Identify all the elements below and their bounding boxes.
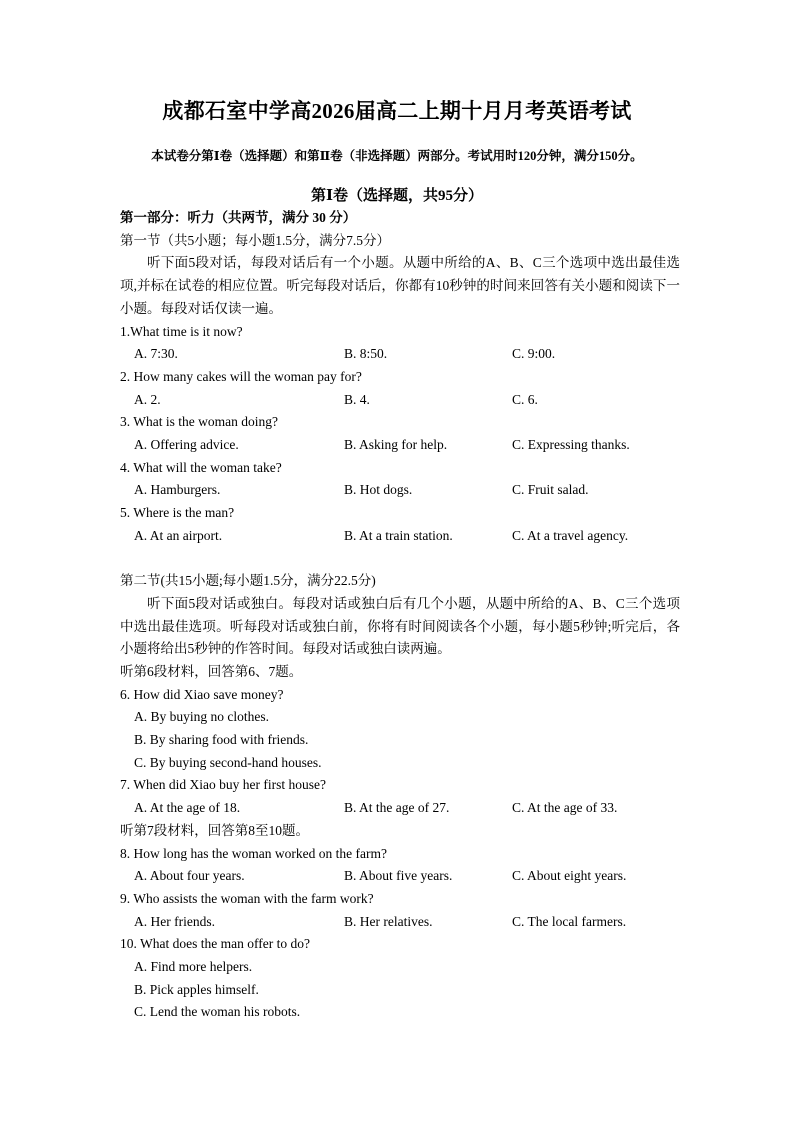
option-b: B. At the age of 27. [344, 800, 450, 816]
option-a: A. At the age of 18. [134, 800, 241, 816]
option-c: C. The local farmers. [512, 913, 627, 929]
option-c: C. At the age of 33. [512, 800, 618, 816]
option-b: B. Hot dogs. [344, 482, 413, 498]
material-7-note: 听第7段材料，回答第8至10题。 [120, 822, 309, 838]
option-a: A. Hamburgers. [134, 482, 221, 498]
option-c: C. About eight years. [512, 868, 627, 884]
question-4: 4. What will the woman take? [120, 459, 282, 475]
option-a: A. 2. [134, 391, 161, 407]
question-1: 1.What time is it now? [120, 323, 243, 339]
question-1-options [120, 343, 680, 366]
question-7: 7. When did Xiao buy her first house? [120, 777, 326, 793]
option-c: C. 9:00. [512, 346, 556, 362]
exam-title: 成都石室中学高2026届高二上期十月月考英语考试 [162, 99, 632, 123]
option-b: B. Her relatives. [344, 913, 433, 929]
volume-heading: 第Ⅰ卷（选择题，共95分） [310, 188, 484, 204]
part1-heading: 第一部分：听力（共两节，满分 30 分） [120, 210, 357, 225]
question-5-options [120, 525, 680, 548]
option-c: C. Lend the woman his robots. [134, 1004, 301, 1020]
section1-heading: 第一节（共5小题；每小题1.5分，满分7.5分） [120, 232, 390, 248]
option-b: B. Pick apples himself. [134, 981, 259, 997]
section2-heading: 第二节(共15小题;每小题1.5分，满分22.5分) [120, 573, 376, 589]
section1-instructions: 听下面5段对话，每段对话后有一个小题。从题中所给的A、B、C三个选项中选出最佳选项,并标在试卷的相应位置。听完每段对话后，你都有10秒钟的时间来回答有关小题和阅读下一小题。每段对话仅读一遍。 [120, 255, 680, 316]
material-6-note: 听第6段材料，回答第6、7题。 [120, 663, 303, 679]
question-7-options [120, 797, 680, 820]
option-b: B. 8:50. [344, 346, 388, 362]
question-10: 10. What does the man offer to do? [120, 936, 310, 952]
question-5: 5. Where is the man? [120, 505, 235, 521]
question-2-options [120, 389, 680, 412]
option-a: A. By buying no clothes. [134, 709, 269, 725]
question-3: 3. What is the woman doing? [120, 414, 278, 430]
option-c: C. Expressing thanks. [512, 437, 630, 452]
exam-subtitle: 本试卷分第Ⅰ卷（选择题）和第Ⅱ卷（非选择题）两部分。考试用时120分钟，满分150分。 [151, 149, 643, 163]
option-b: B. About five years. [344, 868, 453, 884]
section2-instructions: 听下面5段对话或独白。每段对话或独白后有几个小题，从题中所给的A、B、C三个选项中选出最佳选项。听每段对话或独白前，你将有时间阅读各个小题，每小题5秒钟;听完后，各小题将给出5秒钟的作答时间。每段对话或独白读两遍。 [120, 595, 680, 657]
option-a: A. 7:30. [134, 346, 178, 362]
option-c: C. At a travel agency. [512, 527, 629, 543]
option-a: A. At an airport. [134, 527, 223, 543]
option-c: C. Fruit salad. [512, 482, 589, 498]
question-9: 9. Who assists the woman with the farm work? [120, 890, 374, 906]
option-a: A. Find more helpers. [134, 959, 253, 975]
question-6: 6. How did Xiao save money? [120, 686, 284, 702]
question-3-options [120, 434, 680, 457]
blank-line [120, 547, 680, 570]
option-c: C. By buying second-hand houses. [134, 754, 322, 770]
exam-content [120, 207, 680, 1024]
option-b: B. Asking for help. [344, 437, 448, 452]
option-b: B. By sharing food with friends. [134, 732, 309, 748]
option-a: A. About four years. [134, 868, 245, 884]
question-8-options [120, 865, 680, 888]
option-c: C. 6. [512, 391, 538, 407]
option-a: A. Her friends. [134, 913, 215, 929]
option-b: B. At a train station. [344, 527, 453, 543]
question-4-options [120, 479, 680, 502]
question-9-options [120, 911, 680, 934]
option-a: A. Offering advice. [134, 437, 239, 452]
question-2: 2. How many cakes will the woman pay for? [120, 368, 362, 384]
option-b: B. 4. [344, 391, 370, 407]
question-8: 8. How long has the woman worked on the farm? [120, 845, 387, 861]
